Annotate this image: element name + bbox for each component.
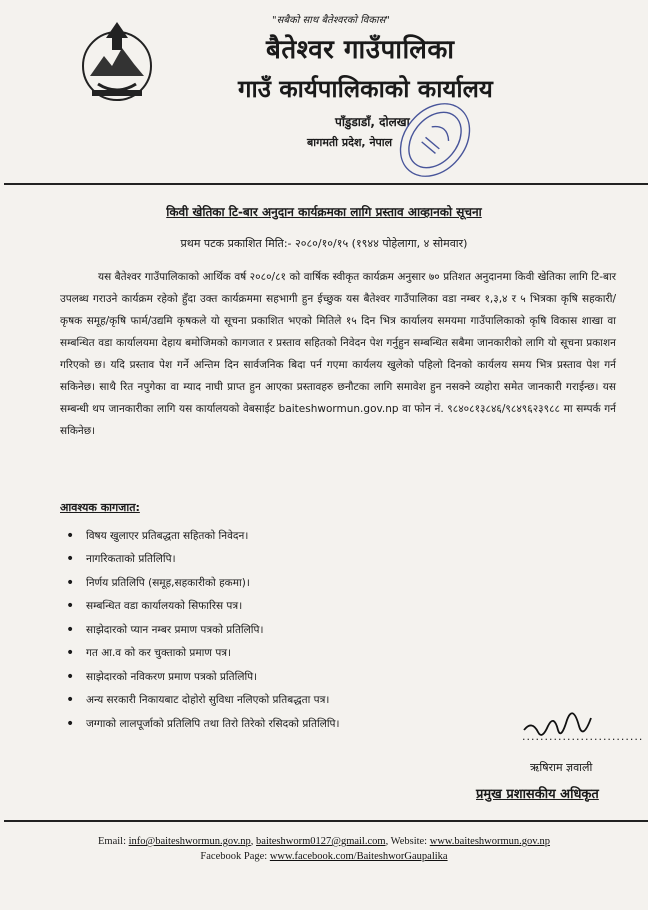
list-item xyxy=(66,712,340,736)
signature-dots: ........................... xyxy=(522,730,644,743)
municipality-name: बैतेश्वर गाउँपालिका xyxy=(266,35,455,65)
required-documents-heading: आवश्यक कागजात: xyxy=(60,501,140,514)
facebook-label: Facebook Page: xyxy=(200,851,268,862)
bullet-icon: • xyxy=(66,645,75,662)
footer-line-2 xyxy=(0,849,648,864)
document-item-text: जग्गाको लालपूर्जाको प्रतिलिपि तथा तिरो तिरेको रसिदको प्रतिलिपि। xyxy=(86,717,340,730)
document-item-text: गत आ.व को कर चुक्ताको प्रमाण पत्र। xyxy=(86,647,232,660)
facebook-link[interactable]: www.facebook.com/BaiteshworGaupalika xyxy=(269,851,448,862)
notice-body-paragraph: यस बैतेश्वर गाउँपालिकाको आर्थिक वर्ष २०८०/८१ को वार्षिक स्वीकृत कार्यक्रम अनुसार ७० प्रतिशत अनुदानमा किवी खेतिका लागि टि-बार उपलब्ध गराउने कार्यक्रम रहेको हुँदा उक्त कार्यक्रममा सहभागी हुन ईच्छुक यस बैतेश्वर गाउँपालिका वडा नम्बर १,३,४ र ५ भित्रका कृषि सहकारी/कृषक समूह/कृषि फार्म/उद्यमि कृषकले यो सूचना प्रकाशित भएको मितिले १५ दिन भित्र कार्यालय समयमा गाउँपालिकाको कृषि विकास शाखा वा सम्बन्धित वडा कार्यालयमा देहाय बमोजिमको कागजात र प्रस्ताव सहितको निवेदन पेश गर्नुहुन सम्बन्धित सबैमा जानकारीको लागि यो सूचना प्रकाशन गरिएको छ। यदि प्रस्ताव पेश गर्ने अन्तिम दिन सार्वजनिक बिदा पर्न गएमा कार्यलय खुलेको पहिलो दिनको कार्यलय समय भित्र प्रस्ताव पेश गर्न सकिनेछ। साथै रित नपुगेका वा म्याद नाघी प्राप्त हुन आएका प्रस्तावहरु छनौटका लागि समावेश हुन नसक्ने व्यहोरा समेत जानकारी गराईन्छ। यस सम्बन्धी थप जानकारीका लागि यस कार्यालयको वेबसाईट baiteshwormun.gov.np वा फोन नं. ९८४०८१३८४६/९८४९६२३९८८ मा सम्पर्क गर्न सकिनेछ। xyxy=(60,271,616,437)
list-item xyxy=(66,689,340,713)
bullet-icon: • xyxy=(66,527,75,544)
bullet-icon: • xyxy=(66,692,75,709)
document-item-text: अन्य सरकारी निकायबाट दोहोरो सुविधा नलिएको प्रतिबद्धता पत्र। xyxy=(86,694,330,707)
published-date: प्रथम पटक प्रकाशित मिति:- २०८०/१०/१५ (१९४४ पोहेलागा, ४ सोमवार) xyxy=(180,237,468,250)
website-label: Website: xyxy=(390,836,428,847)
header-divider xyxy=(4,183,648,185)
footer-divider xyxy=(4,820,648,822)
list-item xyxy=(66,642,340,666)
officer-title: प्रमुख प्रशासकीय अधिकृत xyxy=(476,787,599,802)
document-item-text: साझेदारको प्यान नम्बर प्रमाण पत्रको प्रतिलिपि। xyxy=(86,623,264,636)
email-link-1[interactable]: info@baiteshwormun.gov.np xyxy=(128,836,251,847)
list-item xyxy=(66,595,340,619)
website-link[interactable]: www.baiteshwormun.gov.np xyxy=(429,836,550,847)
header-tagline: "सबैको साथ बैतेश्वरको विकास" xyxy=(272,15,390,26)
bullet-icon: • xyxy=(66,551,75,568)
document-item-text: नागरिकताको प्रतिलिपि। xyxy=(86,553,176,566)
bullet-icon: • xyxy=(66,621,75,638)
document-item-text: साझेदारको नविकरण प्रमाण पत्रको प्रतिलिपि। xyxy=(86,670,258,683)
footer-contacts xyxy=(0,834,648,864)
notice-title-text: किवी खेतिका टि-बार अनुदान कार्यक्रमका लागि प्रस्ताव आव्हानको सूचना xyxy=(166,205,482,219)
email-link-2[interactable]: baiteshworm0127@gmail.com xyxy=(256,836,386,847)
required-documents-list xyxy=(66,524,340,736)
office-name: गाउँ कार्यपालिकाको कार्यालय xyxy=(238,75,493,103)
bullet-icon: • xyxy=(66,574,75,591)
list-item xyxy=(66,618,340,642)
list-item xyxy=(66,524,340,548)
list-item xyxy=(66,665,340,689)
bullet-icon: • xyxy=(66,715,75,732)
bullet-icon: • xyxy=(66,598,75,615)
address-line-1: पाँडुडाडाँ, दोलखा xyxy=(335,115,410,129)
email-label: Email: xyxy=(98,836,127,847)
list-item xyxy=(66,571,340,595)
office-stamp-seal xyxy=(388,92,482,188)
notice-body xyxy=(60,266,616,442)
document-item-text: सम्बन्धित वडा कार्यालयको सिफारिस पत्र। xyxy=(86,600,243,613)
document-item-text: निर्णय प्रतिलिपि (समूह,सहकारीको हकमा)। xyxy=(86,576,250,589)
address-line-2: बागमती प्रदेश, नेपाल xyxy=(307,136,393,149)
document-item-text: विषय खुलाएर प्रतिबद्धता सहितको निवेदन। xyxy=(86,529,249,542)
officer-name: ऋषिराम ज्ञवाली xyxy=(530,761,593,774)
footer-line-1: Email: info@baiteshwormun.gov.np, baiteshworm0127@gmail.com, Website: www.baiteshwormun.gov.np xyxy=(98,836,550,847)
notice-title xyxy=(0,203,648,220)
bullet-icon: • xyxy=(66,668,75,685)
list-item xyxy=(66,548,340,572)
nepal-emblem-logo xyxy=(76,18,158,108)
